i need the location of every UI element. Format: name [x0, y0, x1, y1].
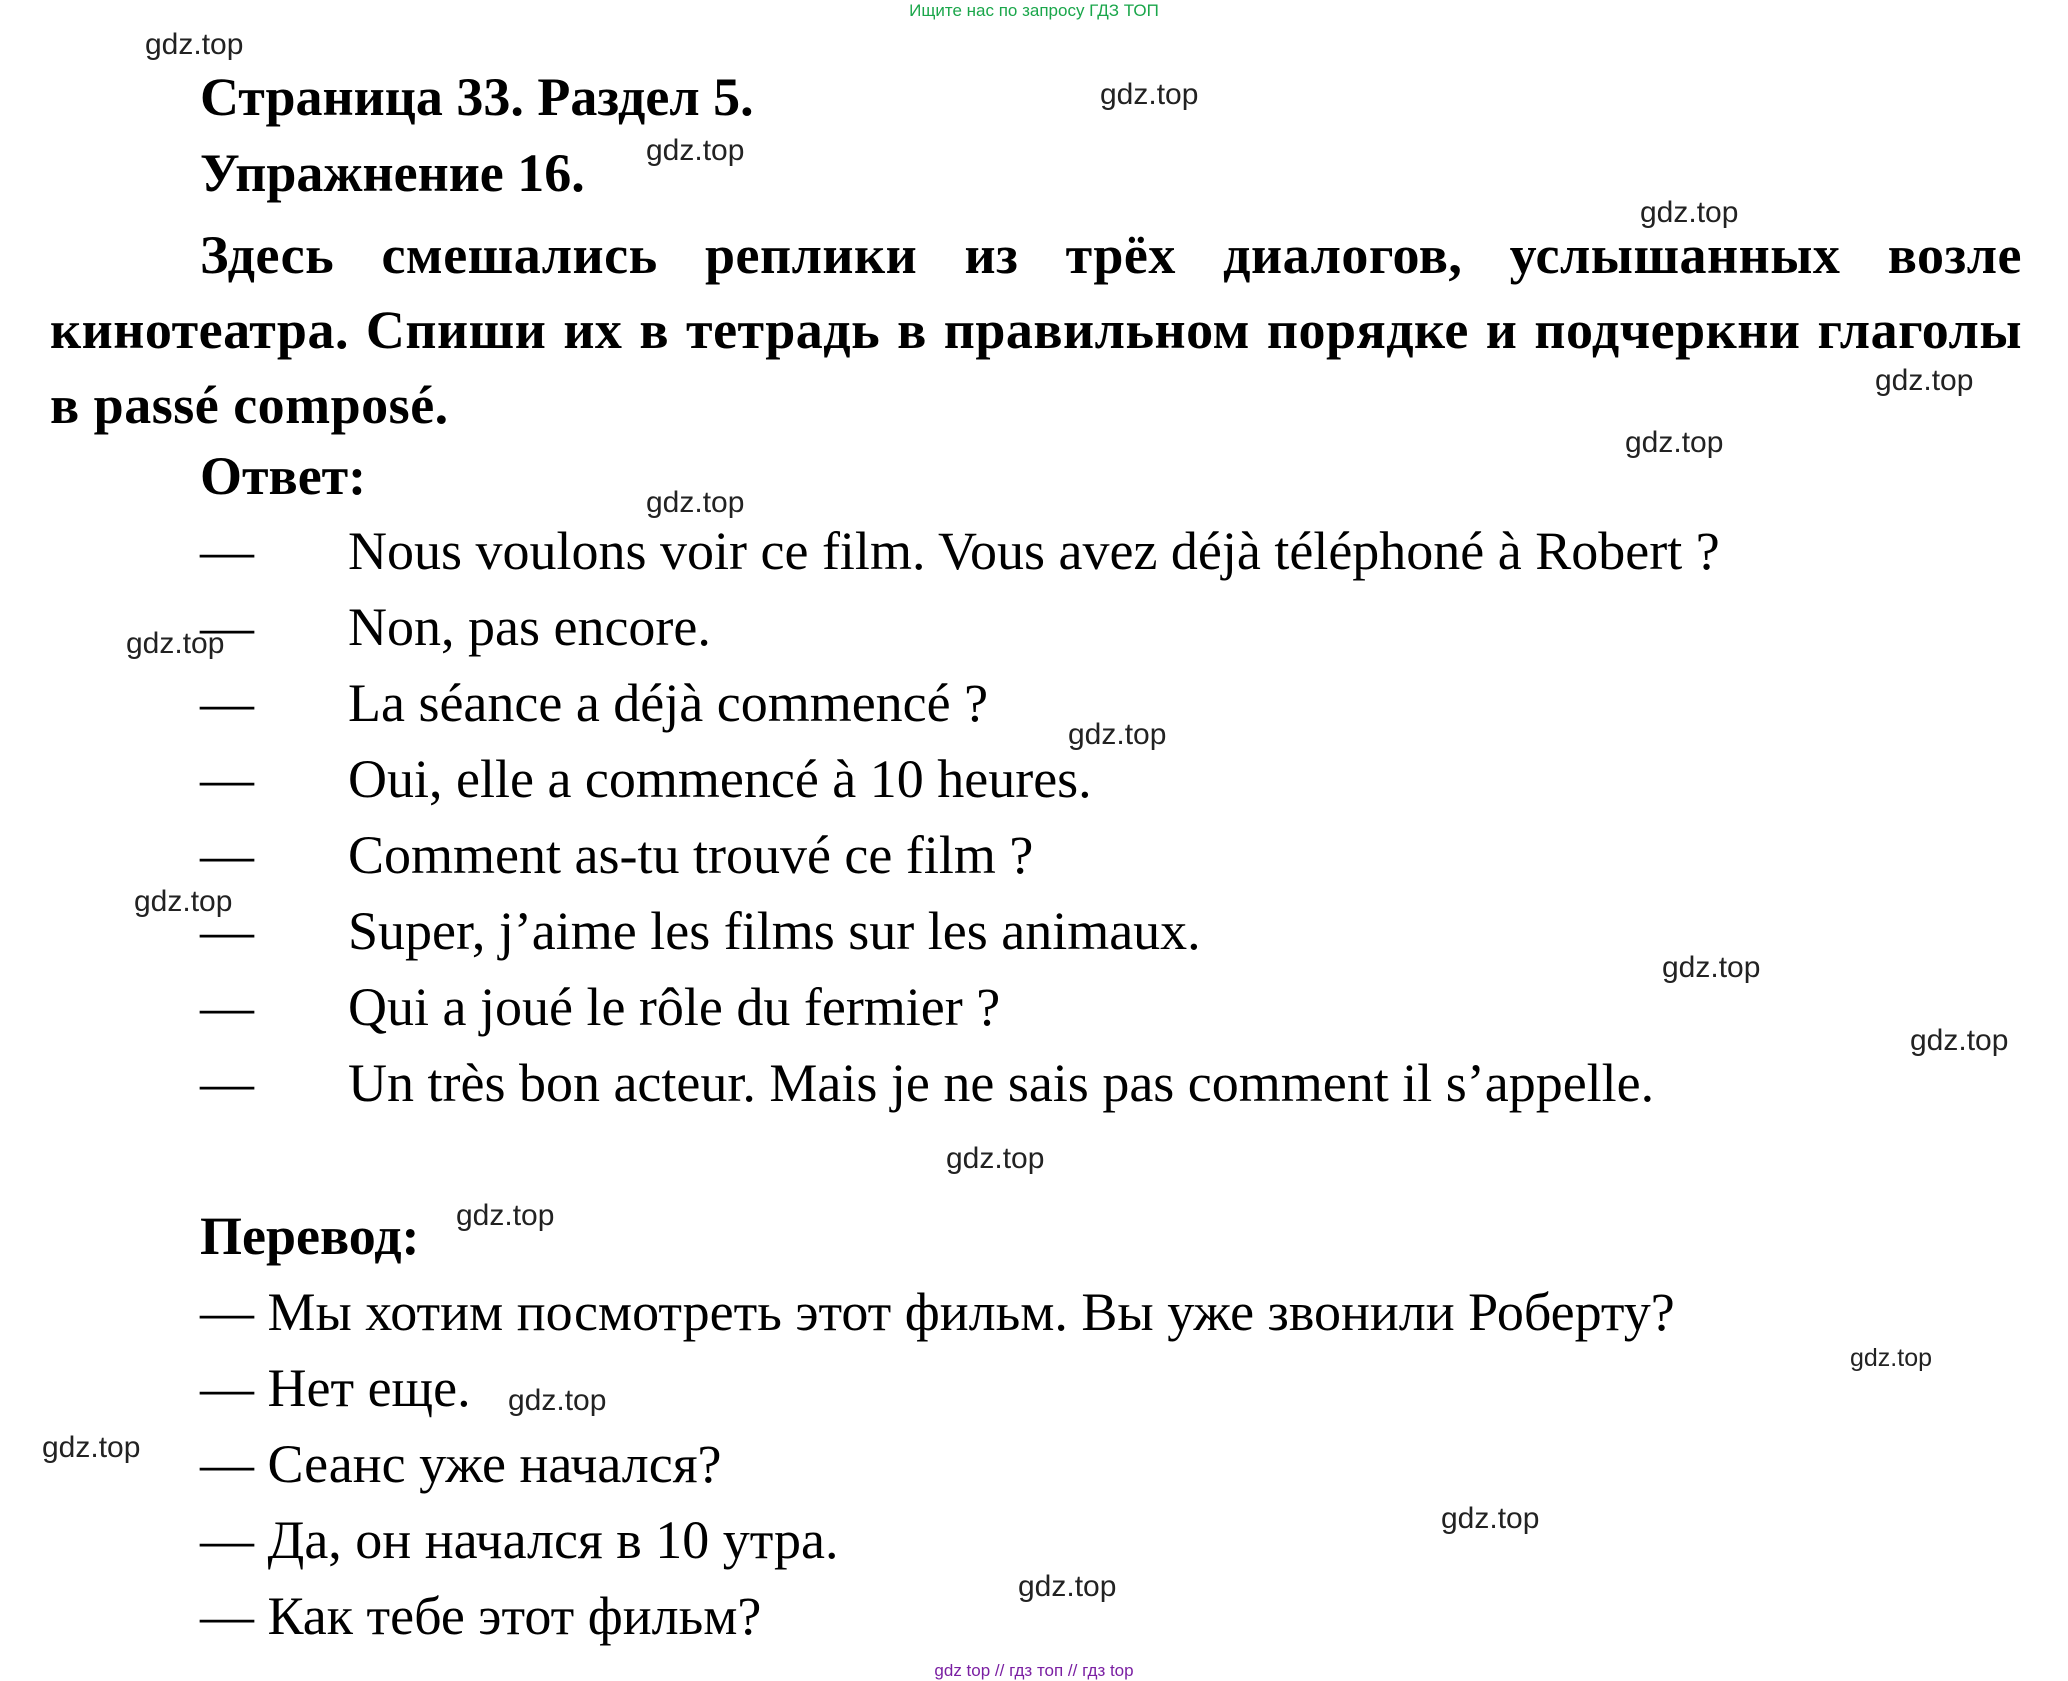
watermark: gdz.top	[1068, 718, 1167, 751]
watermark: gdz.top	[1625, 426, 1724, 459]
watermark: gdz.top	[646, 486, 745, 519]
answer-line: Non, pas encore.	[348, 597, 711, 657]
bottom-banner[interactable]: gdz top // гдз топ // гдз top	[934, 1661, 1134, 1680]
dialogue-dash: —	[200, 977, 254, 1037]
watermark: gdz.top	[1662, 951, 1761, 984]
watermark: gdz.top	[1850, 1344, 1933, 1372]
dialogue-dash: —	[200, 521, 254, 581]
answer-line: Comment as-tu trouvé ce film ?	[348, 825, 1034, 885]
watermark: gdz.top	[145, 28, 244, 61]
watermark: gdz.top	[1910, 1024, 2009, 1057]
watermark: gdz.top	[456, 1199, 555, 1232]
watermark: gdz.top	[508, 1384, 607, 1417]
dialogue-dash: —	[200, 1053, 254, 1113]
translation-line: — Сеанс уже начался?	[200, 1434, 722, 1494]
answer-line: Un très bon acteur. Mais je ne sais pas comment il s’appelle.	[348, 1053, 1655, 1113]
dialogue-dash: —	[200, 901, 254, 961]
watermark: gdz.top	[1100, 78, 1199, 111]
watermark: gdz.top	[946, 1142, 1045, 1175]
exercise-title: Упражнение 16.	[200, 143, 585, 203]
answer-label: Ответ:	[200, 446, 367, 506]
dialogue-dash: —	[200, 673, 254, 733]
watermark: gdz.top	[1875, 364, 1974, 397]
answer-line: Qui a joué le rôle du fermier ?	[348, 977, 1001, 1037]
answer-line: Nous voulons voir ce film. Vous avez déjà téléphoné à Robert ?	[348, 521, 1720, 581]
page-title: Страница 33. Раздел 5.	[200, 67, 754, 127]
watermark: gdz.top	[42, 1431, 141, 1464]
translation-line: — Да, он начался в 10 утра.	[200, 1510, 839, 1570]
watermark: gdz.top	[1018, 1570, 1117, 1603]
top-banner[interactable]: Ищите нас по запросу ГДЗ ТОП	[909, 1, 1159, 20]
translation-line: — Мы хотим посмотреть этот фильм. Вы уже звонили Роберту?	[200, 1282, 1675, 1342]
translation-line: — Нет еще.	[200, 1358, 471, 1418]
dialogue-dash: —	[200, 825, 254, 885]
watermark: gdz.top	[1640, 196, 1739, 229]
watermark: gdz.top	[1441, 1502, 1540, 1535]
watermark: gdz.top	[646, 134, 745, 167]
dialogue-dash: —	[200, 749, 254, 809]
answer-line: Super, j’aime les films sur les animaux.	[348, 901, 1201, 961]
watermark: gdz.top	[134, 885, 233, 918]
dialogue-dash: —	[200, 597, 254, 657]
answer-line: Oui, elle a commencé à 10 heures.	[348, 749, 1092, 809]
translation-label: Перевод:	[200, 1206, 420, 1266]
watermark: gdz.top	[126, 627, 225, 660]
translation-line: — Как тебе этот фильм?	[200, 1586, 762, 1646]
answer-line: La séance a déjà commencé ?	[348, 673, 989, 733]
task-text: Здесь смешались реплики из трёх диалогов, услышанных возле кинотеатра. Спиши их в тетрадь в правильном порядке и подчеркни глаголы в passé composé.	[50, 225, 2022, 435]
